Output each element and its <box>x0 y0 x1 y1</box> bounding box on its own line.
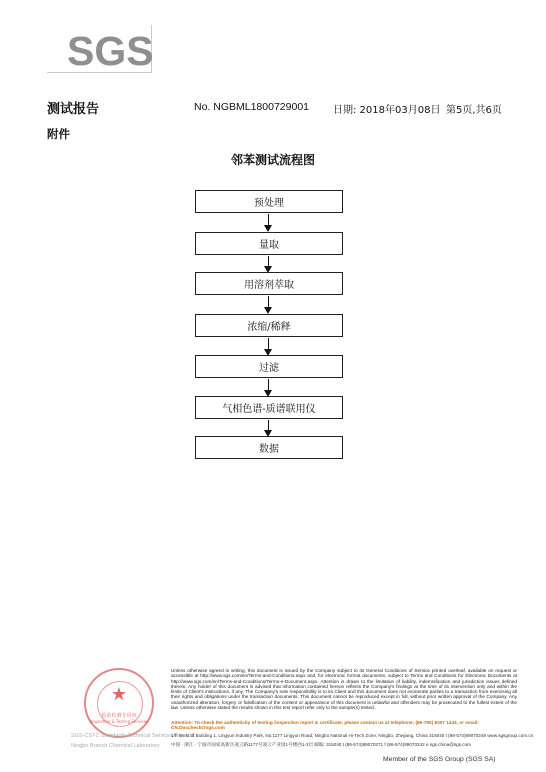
lab-branch: Ningbo Branch Chemical Laboratory <box>71 743 160 749</box>
star-icon: ★ <box>110 684 128 705</box>
report-number: No. NGBML1800729001 <box>194 101 309 113</box>
report-date: 日期: 2018年03月08日 <box>333 105 441 116</box>
stamp-english: Inspection & Testing Services <box>89 719 149 724</box>
address-chinese: 中国 · 浙江 · 宁波市国家高新区凌云路1177号凌云产业园1号楼西1-3层 邮编: 315040 t (86-574)89070271 f (86-574)89070242 e sgs.china@sgs.com <box>171 742 471 747</box>
attention-text: Attention: To check the authenticity of testing /inspection report & certificate, please contact us at telephone: (86-755) 8307 1443, or email: CN.Doccheck@sgs.com <box>171 720 479 731</box>
stamp-name: 检验检测专用章 <box>101 713 137 719</box>
flow-step-gc-ms: 气相色谱-质谱联用仪 <box>195 396 343 419</box>
inspection-stamp <box>84 668 154 738</box>
flow-step-concentrate-dilute: 浓缩/稀释 <box>195 314 343 337</box>
flowchart-title: 邻苯测试流程图 <box>230 153 315 167</box>
disclaimer-text: Unless otherwise agreed in writing, this document is issued by the Company subject to its General Conditions of Service printed overleaf, available on request or accessible at http://www.sgs.com/en/Terms-and-Conditions.aspx and, for electronic format documents, subject to Terms and Conditions for Electronic Documents at http://www.sgs.com/en/Terms-and-Conditions/Terms-e-Document.aspx. Attention is drawn to the limitation of liability, indemnification and jurisdiction issues defined therein. Any holder of this document is advised that information contained hereon reflects the Company's findings at the time of its intervention only and within the limits of Client's instructions, if any. The Company's sole responsibility is to its Client and this document does not exonerate parties to a transaction from exercising all their rights and obligations under the transaction documents. This document cannot be reproduced except in full, without prior written approval of the Company. Any unauthorized alteration, forgery or falsification of the content or appearance of this document is unlawful and offenders may be prosecuted to the fullest extent of the law. Unless otherwise stated the results shown in this test report refer only to the sample(s) tested . <box>171 668 517 711</box>
report-title: 测试报告 <box>47 102 100 117</box>
logo-text: SGS <box>67 28 154 74</box>
page-indicator: 第5页,共6页 <box>446 105 502 116</box>
flow-step-data: 数据 <box>195 436 343 459</box>
flow-step-solvent-extraction: 用溶剂萃取 <box>195 272 343 295</box>
sgs-logo <box>47 25 159 80</box>
attachment-label: 附件 <box>47 127 70 141</box>
member-of-sgs: Member of the SGS Group (SGS SA) <box>383 756 496 763</box>
address-english: 1/F West of Building 1, Lingyun Industry Park, No.1177 Lingyun Road, Ningbo National Hi-Tech Zone, Ningbo, Zhejiang, China 315040 t (86-574)89070249 www.sgsgroup.com.cn <box>171 733 534 738</box>
lab-name: SGS-CSTC Standards Technical Services Co., Ltd. <box>71 733 196 739</box>
flow-step-measure: 量取 <box>195 232 343 255</box>
flow-step-filter: 过滤 <box>195 355 343 378</box>
footer <box>60 663 534 763</box>
flow-step-pretreatment: 预处理 <box>195 190 343 213</box>
